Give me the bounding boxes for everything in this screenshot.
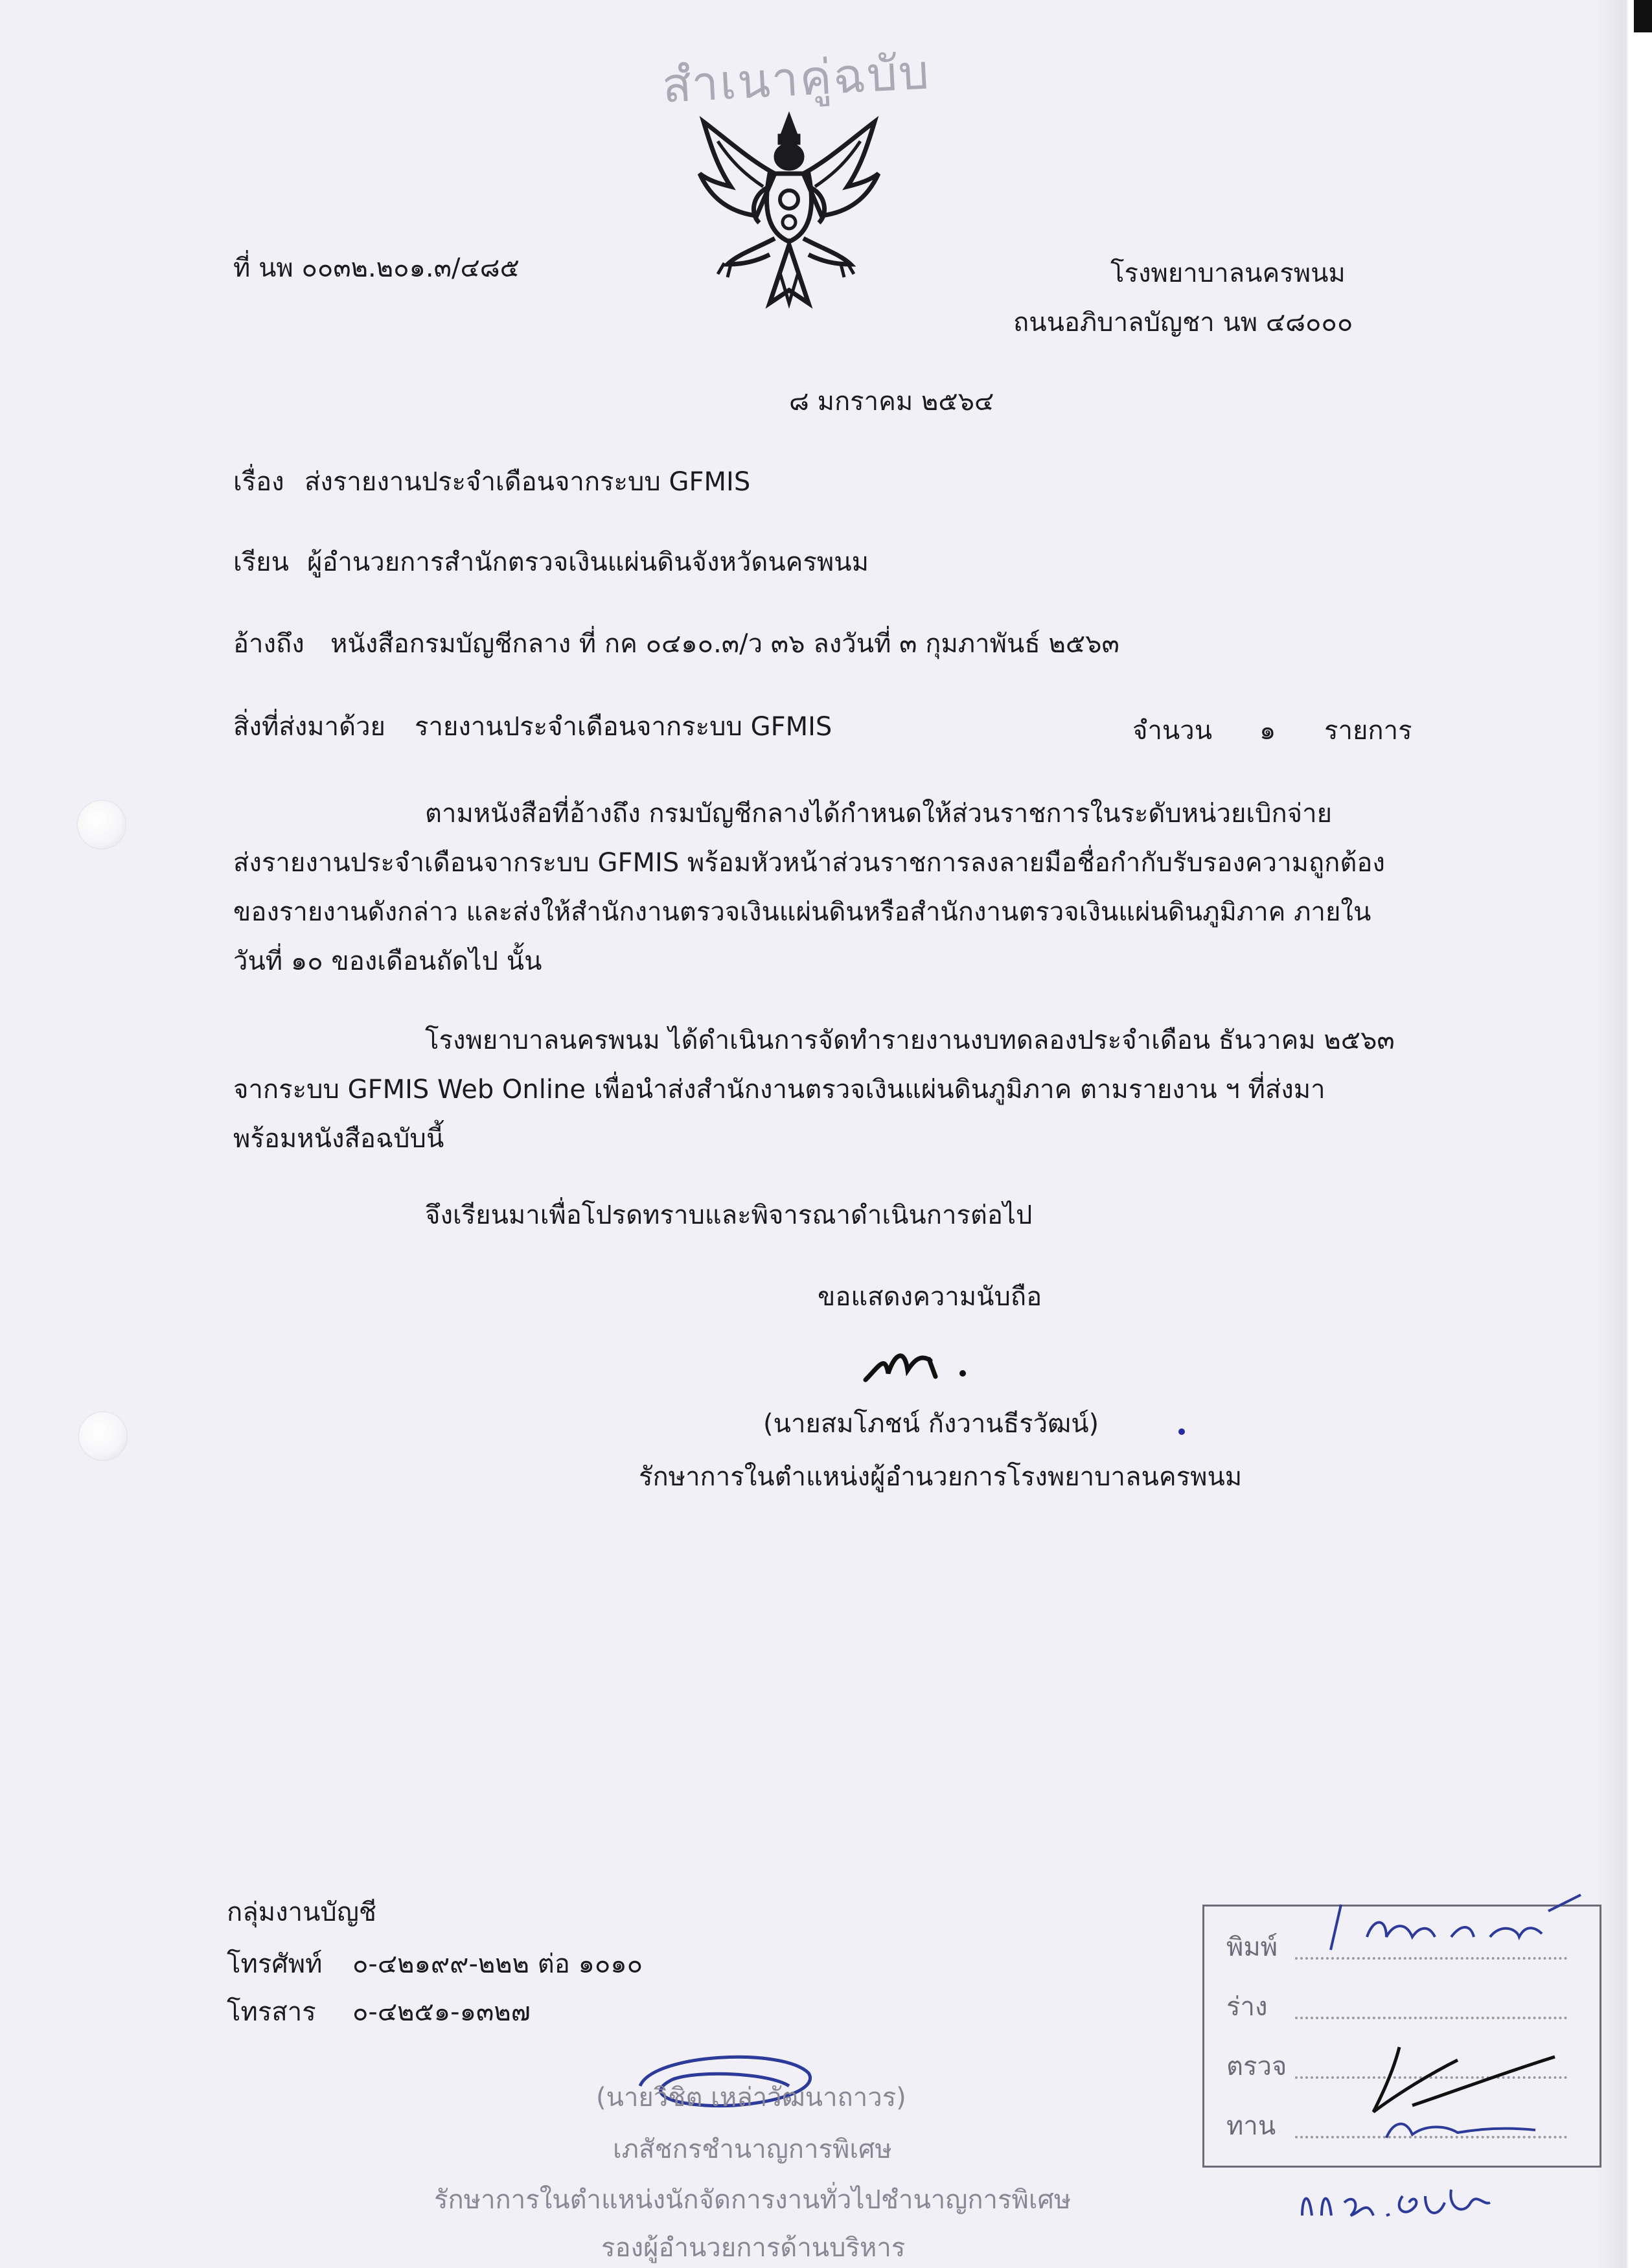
organization-name: โรงพยาบาลนครพนม: [1110, 258, 1346, 288]
closing-request: จึงเรียนมาเพื่อโปรดทราบและพิจารณาดำเนินการต่อไป: [425, 1200, 1033, 1230]
paragraph-1-line: ตามหนังสือที่อ้างถึง กรมบัญชีกลางได้กำหนดให้ส่วนราชการในระดับหน่วยเบิกจ่าย: [425, 799, 1333, 829]
closing-salutation: ขอแสดงความนับถือ: [818, 1282, 1042, 1312]
reference-label: อ้างถึง: [233, 629, 304, 659]
scan-edge-mark: [1634, 0, 1652, 32]
control-label-checked: ตรวจ: [1226, 2052, 1287, 2081]
copy-stamp: สำเนาคู่ฉบับ: [661, 44, 932, 114]
paragraph-2-line: จากระบบ GFMIS Web Online เพื่อนำส่งสำนักงานตรวจเงินแผ่นดินภูมิภาค ตามรายงาน ฯ ที่ส่งมา: [233, 1075, 1325, 1105]
approver-name: (นายวิชิต เหล่าวัฒนาถาวร): [596, 2083, 906, 2113]
signer-position: รักษาการในตำแหน่งผู้อำนวยการโรงพยาบาลนครพนม: [639, 1462, 1243, 1492]
phone-label: โทรศัพท์: [227, 1949, 323, 1979]
handwritten-checker-signature-icon: [1360, 1995, 1568, 2151]
fax-number: ๐-๔๒๕๑-๑๓๒๗: [352, 1997, 531, 2027]
signature-scribble-icon: [859, 1341, 989, 1393]
document-date: ๘ มกราคม ๒๕๖๔: [789, 387, 994, 417]
scan-edge-shadow: [1594, 0, 1652, 2268]
reference-text: หนังสือกรมบัญชีกลาง ที่ กค ๐๔๑๐.๓/ว ๓๖ ลงวันที่ ๓ กุมภาพันธ์ ๒๕๖๓: [330, 629, 1119, 659]
paragraph-2-line: พร้อมหนังสือฉบับนี้: [233, 1124, 444, 1154]
organization-address: ถนนอภิบาลบัญชา นพ ๔๘๐๐๐: [1013, 308, 1353, 338]
garuda-emblem-icon: [692, 109, 886, 323]
document-number: ที่ นพ ๐๐๓๒.๒๐๑.๓/๔๘๕: [233, 253, 520, 283]
handwritten-date-icon: [1296, 2177, 1503, 2228]
body-paragraph-2: [233, 1016, 1425, 1163]
body-paragraph-1: [233, 789, 1425, 986]
enclosure-text: รายงานประจำเดือนจากระบบ GFMIS: [415, 712, 832, 742]
phone-number: ๐-๔๒๑๙๙-๒๒๒ ต่อ ๑๐๑๐: [352, 1949, 643, 1979]
paragraph-1-line: วันที่ ๑๐ ของเดือนถัดไป นั้น: [233, 946, 542, 976]
approver-deputy-position: รองผู้อำนวยการด้านบริหาร: [601, 2233, 906, 2263]
control-label-reviewed: ทาน: [1226, 2111, 1276, 2141]
signer-name: (นายสมโภชน์ กังวานธีรวัฒน์): [763, 1409, 1099, 1439]
enclosure-qty: ๑: [1259, 716, 1276, 746]
to-label: เรียน: [233, 547, 289, 577]
fax-label: โทรสาร: [227, 1997, 316, 2027]
subject-text: ส่งรายงานประจำเดือนจากระบบ GFMIS: [304, 467, 751, 497]
punch-hole-lower: [79, 1412, 127, 1460]
subject-label: เรื่อง: [233, 467, 284, 497]
approver-acting-position: รักษาการในตำแหน่งนักจัดการงานทั่วไปชำนาญการพิเศษ: [434, 2185, 1072, 2215]
paragraph-1-line: ของรายงานดังกล่าว และส่งให้สำนักงานตรวจเงินแผ่นดินหรือสำนักงานตรวจเงินแผ่นดินภูมิภาค ภายใน: [233, 897, 1371, 927]
control-label-drafted: ร่าง: [1226, 1992, 1268, 2022]
paragraph-2-line: โรงพยาบาลนครพนม ได้ดำเนินการจัดทำรายงานงบทดลองประจำเดือน ธันวาคม ๒๕๖๓: [425, 1025, 1395, 1055]
punch-hole-upper: [78, 801, 126, 849]
enclosure-unit: รายการ: [1324, 716, 1412, 746]
paragraph-1-line: ส่งรายงานประจำเดือนจากระบบ GFMIS พร้อมหัวหน้าส่วนราชการลงลายมือชื่อกำกับรับรองความถูกต้อง: [233, 848, 1385, 878]
handwritten-typist-note-icon: [1322, 1892, 1594, 1969]
approver-title: เภสัชกรชำนาญการพิเศษ: [613, 2135, 892, 2164]
to-text: ผู้อำนวยการสำนักตรวจเงินแผ่นดินจังหวัดนครพนม: [307, 547, 869, 577]
enclosure-qty-label: จำนวน: [1132, 716, 1213, 746]
ink-dot-icon: [1178, 1428, 1186, 1436]
enclosure-label: สิ่งที่ส่งมาด้วย: [233, 712, 385, 742]
contact-department: กลุ่มงานบัญชี: [227, 1897, 377, 1927]
control-label-typed: พิมพ์: [1226, 1932, 1278, 1962]
